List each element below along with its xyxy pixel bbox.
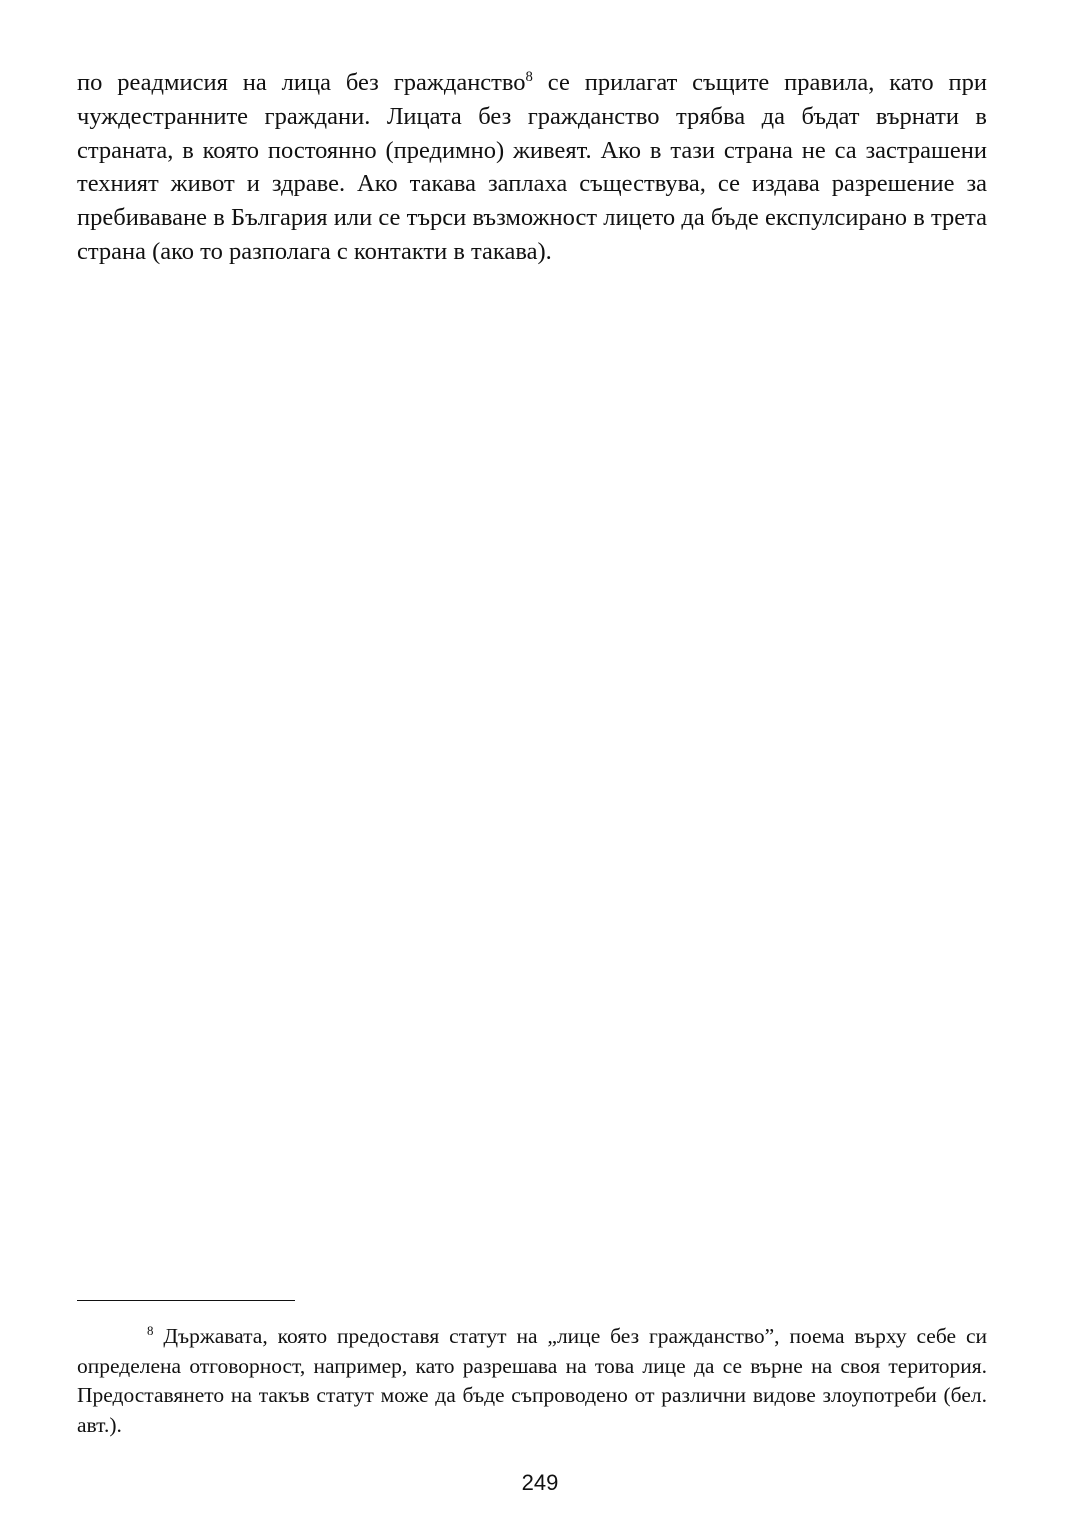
paragraph-text-start: по реадмисия на лица без гражданство <box>77 69 526 96</box>
footnote <box>77 1322 987 1441</box>
footnote-number: 8 <box>147 1323 154 1338</box>
footnote-text: Държавата, която предоставя статут на „лице без гражданство”, поема върху себе си определена отговорност, например, като разрешава на това лице да се върне на своя територия. Предоставянето на такъв статут може да бъде съпроводено от различни видове злоупотреби (бел. авт.). <box>77 1324 987 1438</box>
body-paragraph <box>77 66 987 269</box>
footnote-reference[interactable]: 8 <box>525 68 533 85</box>
page-number: 249 <box>521 1470 559 1495</box>
footnote-separator <box>77 1300 295 1301</box>
paragraph-text-end: се прилагат същите правила, като при чуждестранните граждани. Лицата без гражданство трябва да бъдат върнати в страната, в която постоянно (предимно) живеят. Ако в тази страна не са застрашени техният живот и здраве. Ако такава заплаха съществува, се издава разрешение за пребиваване в България или се търси възможност лицето да бъде експулсирано в трета страна (ако то разполага с контакти в такава). <box>77 69 987 265</box>
